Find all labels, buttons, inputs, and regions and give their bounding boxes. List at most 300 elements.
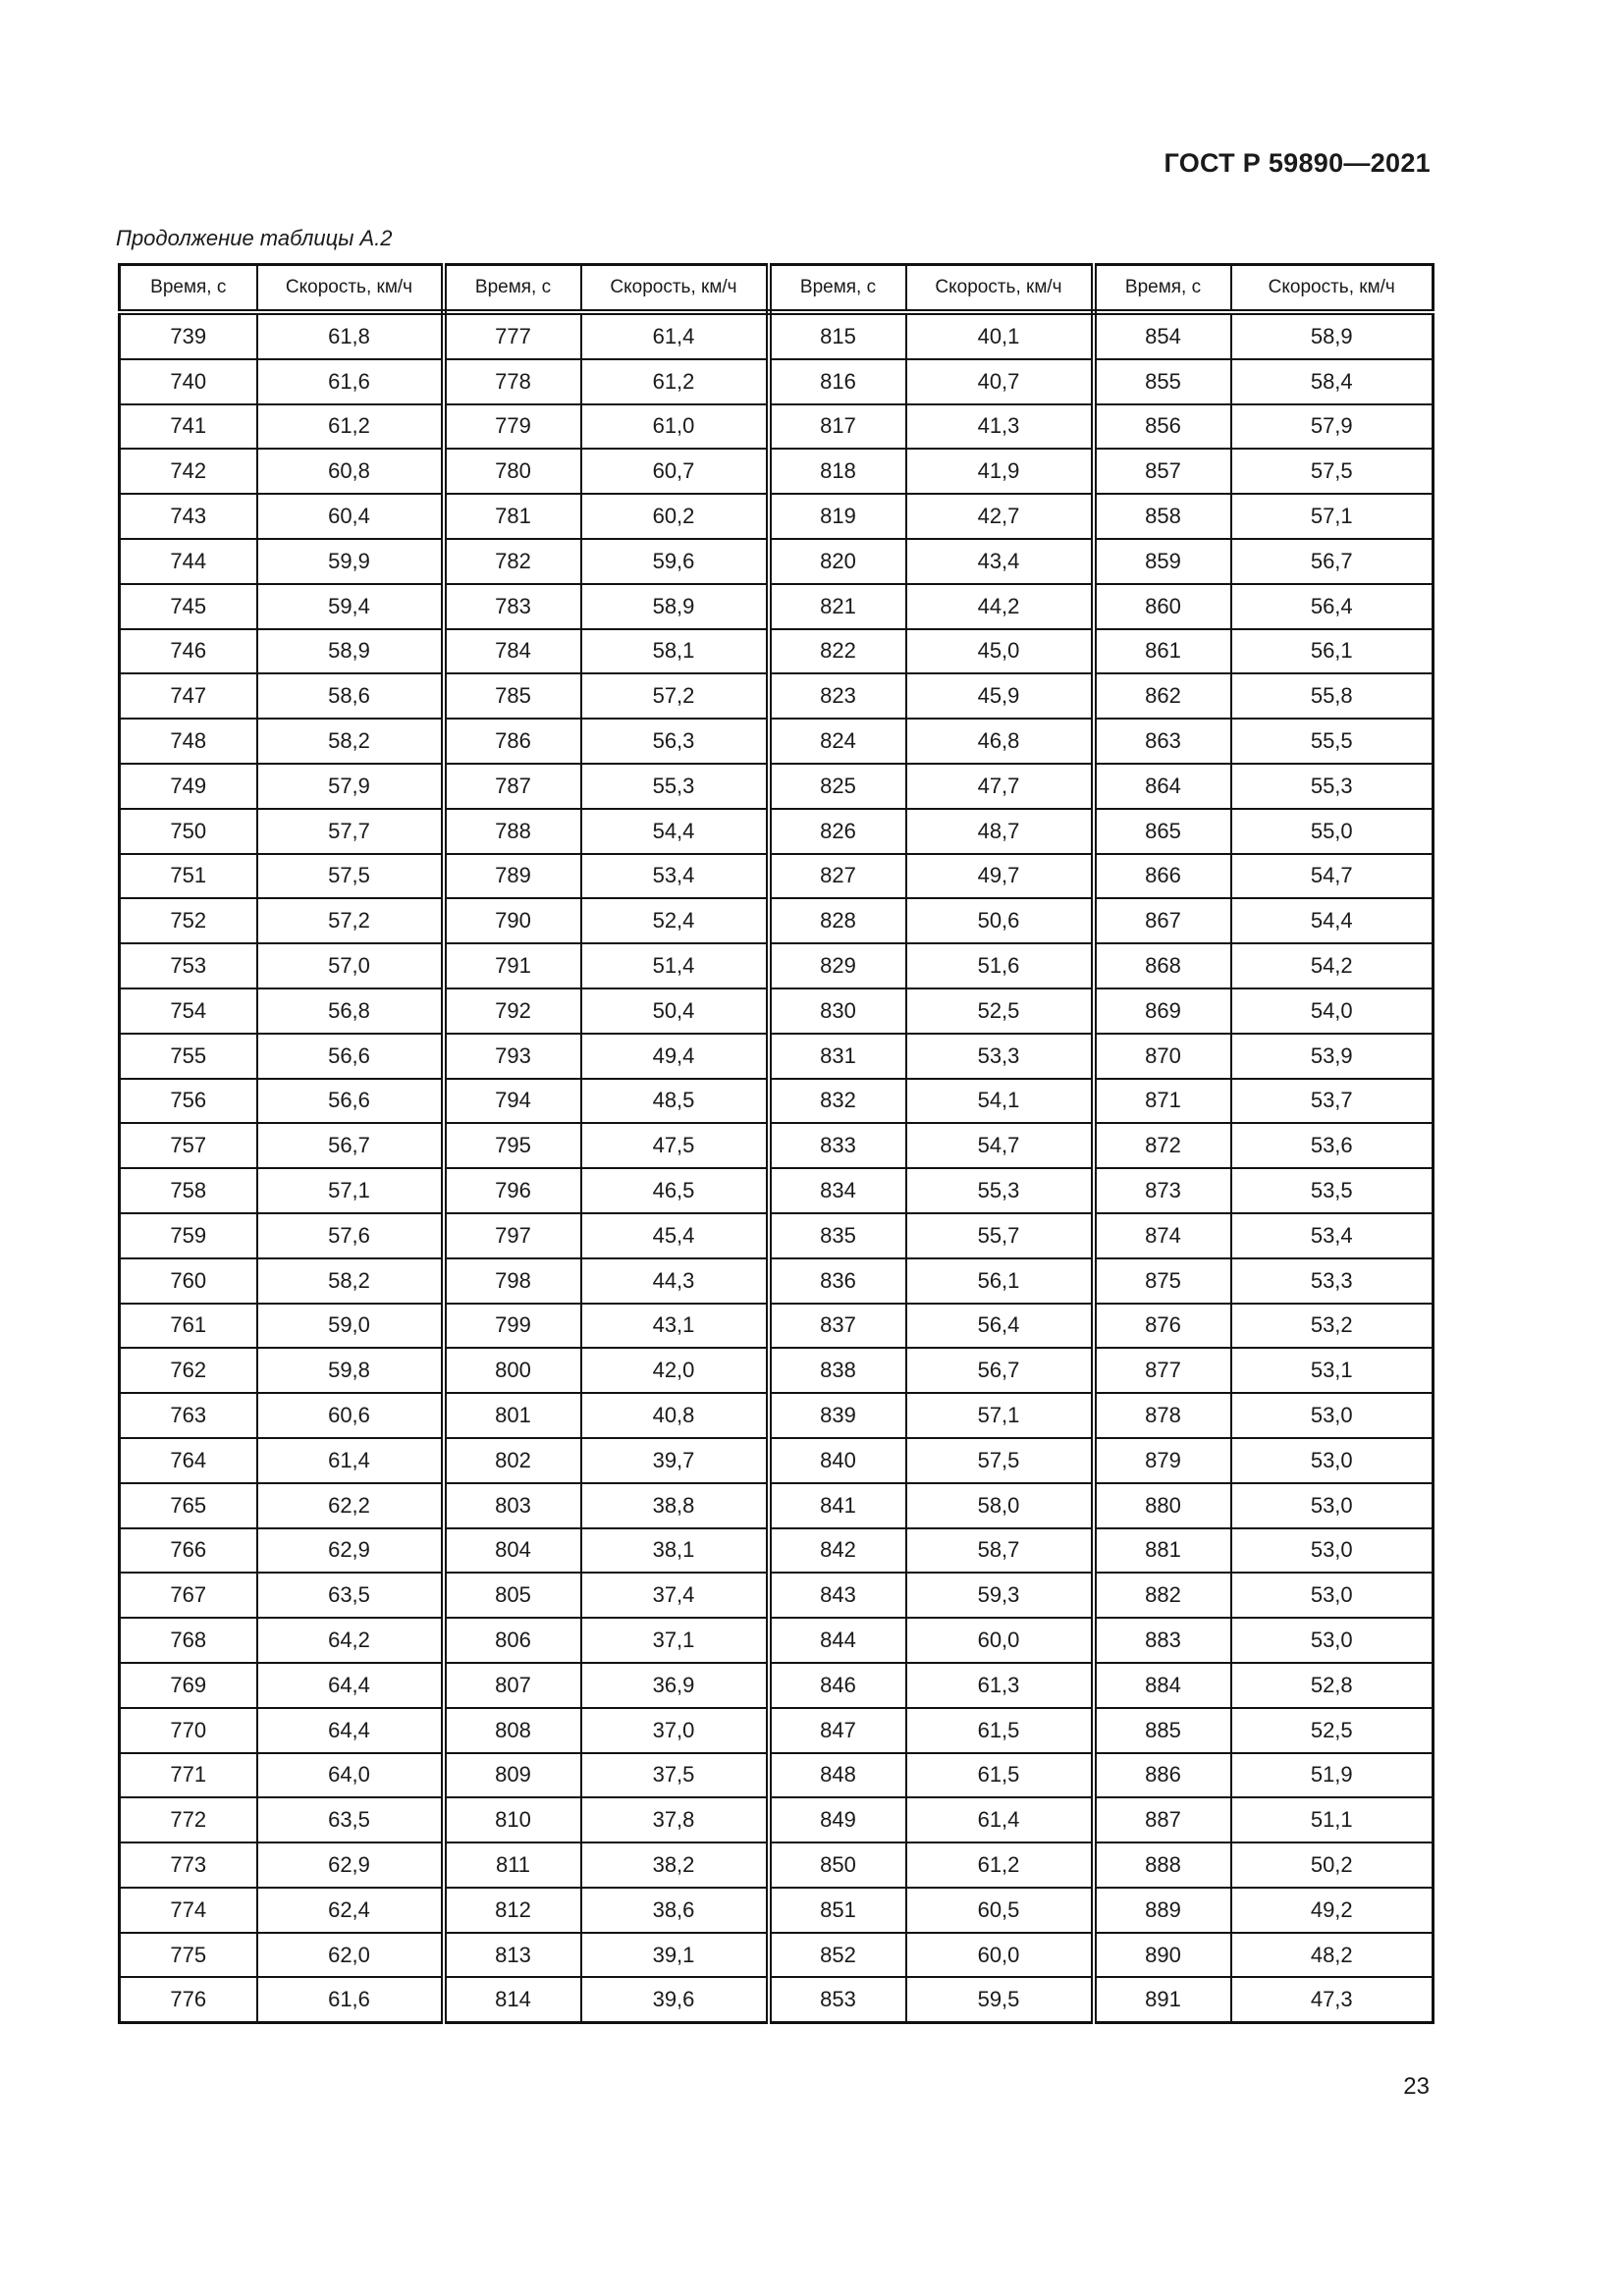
- speed-cell: 56,6: [257, 1079, 444, 1124]
- speed-cell: 39,7: [581, 1438, 769, 1483]
- speed-cell: 57,9: [1231, 404, 1434, 450]
- speed-cell: 60,6: [257, 1393, 444, 1438]
- speed-cell: 58,9: [1231, 312, 1434, 359]
- speed-cell: 47,5: [581, 1123, 769, 1168]
- speed-cell: 44,2: [906, 584, 1094, 629]
- speed-cell: 61,4: [581, 312, 769, 359]
- speed-cell: 56,1: [1231, 629, 1434, 674]
- table-row: [120, 1663, 1434, 1708]
- table-row: [120, 1708, 1434, 1753]
- speed-cell: 57,1: [1231, 494, 1434, 539]
- table-row: [120, 1213, 1434, 1258]
- time-cell: 821: [769, 584, 906, 629]
- time-cell: 869: [1094, 988, 1231, 1034]
- speed-cell: 46,5: [581, 1168, 769, 1213]
- time-cell: 780: [444, 449, 581, 494]
- time-cell: 882: [1094, 1573, 1231, 1618]
- table-row: [120, 854, 1434, 899]
- time-cell: 807: [444, 1663, 581, 1708]
- column-header-time: Время, с: [1094, 265, 1231, 313]
- time-cell: 769: [120, 1663, 257, 1708]
- speed-cell: 64,2: [257, 1618, 444, 1663]
- time-cell: 779: [444, 404, 581, 450]
- speed-cell: 56,7: [1231, 539, 1434, 584]
- table-row: [120, 1483, 1434, 1528]
- time-cell: 805: [444, 1573, 581, 1618]
- speed-cell: 53,5: [1231, 1168, 1434, 1213]
- speed-cell: 55,3: [581, 764, 769, 809]
- header-row: [120, 265, 1434, 313]
- speed-cell: 54,4: [581, 809, 769, 854]
- time-cell: 874: [1094, 1213, 1231, 1258]
- time-cell: 847: [769, 1708, 906, 1753]
- speed-cell: 53,0: [1231, 1483, 1434, 1528]
- column-header-time: Время, с: [120, 265, 257, 313]
- speed-cell: 53,0: [1231, 1393, 1434, 1438]
- speed-cell: 58,1: [581, 629, 769, 674]
- time-cell: 853: [769, 1977, 906, 2022]
- time-cell: 887: [1094, 1797, 1231, 1842]
- time-cell: 809: [444, 1753, 581, 1798]
- time-cell: 826: [769, 809, 906, 854]
- speed-cell: 61,5: [906, 1753, 1094, 1798]
- speed-cell: 45,0: [906, 629, 1094, 674]
- speed-cell: 58,2: [257, 1258, 444, 1304]
- time-cell: 808: [444, 1708, 581, 1753]
- table-row: [120, 1528, 1434, 1574]
- speed-cell: 38,1: [581, 1528, 769, 1574]
- time-cell: 768: [120, 1618, 257, 1663]
- table-row: [120, 1888, 1434, 1933]
- time-cell: 802: [444, 1438, 581, 1483]
- time-cell: 836: [769, 1258, 906, 1304]
- time-cell: 844: [769, 1618, 906, 1663]
- speed-cell: 55,3: [906, 1168, 1094, 1213]
- speed-cell: 45,4: [581, 1213, 769, 1258]
- time-cell: 833: [769, 1123, 906, 1168]
- time-cell: 873: [1094, 1168, 1231, 1213]
- speed-cell: 61,8: [257, 312, 444, 359]
- table-row: [120, 673, 1434, 719]
- speed-time-table: [118, 263, 1435, 2024]
- table-row: [120, 809, 1434, 854]
- speed-cell: 60,8: [257, 449, 444, 494]
- time-cell: 761: [120, 1304, 257, 1349]
- time-cell: 875: [1094, 1258, 1231, 1304]
- time-cell: 857: [1094, 449, 1231, 494]
- time-cell: 775: [120, 1933, 257, 1978]
- speed-cell: 59,8: [257, 1348, 444, 1393]
- document-code-header: ГОСТ Р 59890—2021: [1164, 148, 1431, 178]
- speed-cell: 48,2: [1231, 1933, 1434, 1978]
- table-row: [120, 943, 1434, 988]
- speed-cell: 49,2: [1231, 1888, 1434, 1933]
- time-cell: 834: [769, 1168, 906, 1213]
- speed-cell: 59,4: [257, 584, 444, 629]
- speed-cell: 61,6: [257, 1977, 444, 2022]
- time-cell: 777: [444, 312, 581, 359]
- time-cell: 766: [120, 1528, 257, 1574]
- time-cell: 870: [1094, 1034, 1231, 1079]
- speed-cell: 53,0: [1231, 1528, 1434, 1574]
- speed-cell: 53,0: [1231, 1618, 1434, 1663]
- time-cell: 841: [769, 1483, 906, 1528]
- speed-cell: 53,1: [1231, 1348, 1434, 1393]
- table-row: [120, 1753, 1434, 1798]
- speed-cell: 61,0: [581, 404, 769, 450]
- speed-cell: 41,3: [906, 404, 1094, 450]
- time-cell: 755: [120, 1034, 257, 1079]
- time-cell: 760: [120, 1258, 257, 1304]
- speed-cell: 36,9: [581, 1663, 769, 1708]
- time-cell: 762: [120, 1348, 257, 1393]
- speed-cell: 40,8: [581, 1393, 769, 1438]
- time-cell: 812: [444, 1888, 581, 1933]
- speed-cell: 63,5: [257, 1797, 444, 1842]
- time-cell: 756: [120, 1079, 257, 1124]
- table-row: [120, 629, 1434, 674]
- time-cell: 885: [1094, 1708, 1231, 1753]
- time-cell: 754: [120, 988, 257, 1034]
- time-cell: 778: [444, 359, 581, 404]
- time-cell: 879: [1094, 1438, 1231, 1483]
- time-cell: 806: [444, 1618, 581, 1663]
- speed-cell: 45,9: [906, 673, 1094, 719]
- speed-cell: 55,3: [1231, 764, 1434, 809]
- column-header-time: Время, с: [444, 265, 581, 313]
- speed-cell: 55,0: [1231, 809, 1434, 854]
- table-row: [120, 1618, 1434, 1663]
- time-cell: 793: [444, 1034, 581, 1079]
- speed-cell: 51,1: [1231, 1797, 1434, 1842]
- time-cell: 816: [769, 359, 906, 404]
- speed-cell: 54,0: [1231, 988, 1434, 1034]
- speed-cell: 55,8: [1231, 673, 1434, 719]
- time-cell: 876: [1094, 1304, 1231, 1349]
- speed-cell: 42,7: [906, 494, 1094, 539]
- speed-cell: 58,9: [257, 629, 444, 674]
- time-cell: 799: [444, 1304, 581, 1349]
- time-cell: 852: [769, 1933, 906, 1978]
- table-row: [120, 1438, 1434, 1483]
- time-cell: 790: [444, 898, 581, 943]
- time-cell: 792: [444, 988, 581, 1034]
- time-cell: 741: [120, 404, 257, 450]
- speed-cell: 57,2: [581, 673, 769, 719]
- speed-cell: 54,7: [1231, 854, 1434, 899]
- time-cell: 818: [769, 449, 906, 494]
- speed-cell: 37,4: [581, 1573, 769, 1618]
- time-cell: 772: [120, 1797, 257, 1842]
- speed-cell: 56,1: [906, 1258, 1094, 1304]
- speed-cell: 39,6: [581, 1977, 769, 2022]
- speed-cell: 62,2: [257, 1483, 444, 1528]
- time-cell: 820: [769, 539, 906, 584]
- time-cell: 813: [444, 1933, 581, 1978]
- table-body: [120, 312, 1434, 2023]
- speed-cell: 64,0: [257, 1753, 444, 1798]
- time-cell: 822: [769, 629, 906, 674]
- speed-cell: 57,1: [906, 1393, 1094, 1438]
- speed-cell: 49,4: [581, 1034, 769, 1079]
- speed-cell: 37,5: [581, 1753, 769, 1798]
- time-cell: 798: [444, 1258, 581, 1304]
- time-cell: 810: [444, 1797, 581, 1842]
- time-cell: 744: [120, 539, 257, 584]
- time-cell: 823: [769, 673, 906, 719]
- speed-cell: 60,2: [581, 494, 769, 539]
- speed-cell: 55,7: [906, 1213, 1094, 1258]
- table-row: [120, 449, 1434, 494]
- table-row: [120, 1168, 1434, 1213]
- column-header-time: Время, с: [769, 265, 906, 313]
- speed-cell: 38,6: [581, 1888, 769, 1933]
- speed-cell: 37,8: [581, 1797, 769, 1842]
- time-cell: 871: [1094, 1079, 1231, 1124]
- time-cell: 851: [769, 1888, 906, 1933]
- speed-cell: 63,5: [257, 1573, 444, 1618]
- speed-cell: 43,4: [906, 539, 1094, 584]
- speed-cell: 53,7: [1231, 1079, 1434, 1124]
- table-row: [120, 1977, 1434, 2022]
- speed-cell: 57,5: [1231, 449, 1434, 494]
- time-cell: 783: [444, 584, 581, 629]
- speed-cell: 61,4: [906, 1797, 1094, 1842]
- time-cell: 782: [444, 539, 581, 584]
- time-cell: 765: [120, 1483, 257, 1528]
- speed-cell: 58,0: [906, 1483, 1094, 1528]
- table-row: [120, 404, 1434, 450]
- speed-cell: 60,0: [906, 1933, 1094, 1978]
- column-header-speed: Скорость, км/ч: [906, 265, 1094, 313]
- time-cell: 864: [1094, 764, 1231, 809]
- time-cell: 745: [120, 584, 257, 629]
- speed-cell: 51,6: [906, 943, 1094, 988]
- table-row: [120, 584, 1434, 629]
- time-cell: 881: [1094, 1528, 1231, 1574]
- table-row: [120, 1573, 1434, 1618]
- time-cell: 751: [120, 854, 257, 899]
- speed-cell: 57,7: [257, 809, 444, 854]
- speed-cell: 57,2: [257, 898, 444, 943]
- time-cell: 861: [1094, 629, 1231, 674]
- time-cell: 767: [120, 1573, 257, 1618]
- speed-cell: 60,5: [906, 1888, 1094, 1933]
- speed-cell: 38,2: [581, 1842, 769, 1888]
- time-cell: 784: [444, 629, 581, 674]
- time-cell: 750: [120, 809, 257, 854]
- time-cell: 774: [120, 1888, 257, 1933]
- speed-cell: 60,7: [581, 449, 769, 494]
- time-cell: 829: [769, 943, 906, 988]
- time-cell: 748: [120, 719, 257, 764]
- time-cell: 843: [769, 1573, 906, 1618]
- table-row: [120, 1797, 1434, 1842]
- time-cell: 757: [120, 1123, 257, 1168]
- speed-cell: 44,3: [581, 1258, 769, 1304]
- time-cell: 776: [120, 1977, 257, 2022]
- time-cell: 837: [769, 1304, 906, 1349]
- time-cell: 759: [120, 1213, 257, 1258]
- time-cell: 842: [769, 1528, 906, 1574]
- speed-cell: 40,1: [906, 312, 1094, 359]
- speed-cell: 61,2: [257, 404, 444, 450]
- speed-cell: 47,7: [906, 764, 1094, 809]
- time-cell: 801: [444, 1393, 581, 1438]
- speed-cell: 56,3: [581, 719, 769, 764]
- column-header-speed: Скорость, км/ч: [1231, 265, 1434, 313]
- time-cell: 753: [120, 943, 257, 988]
- speed-cell: 56,8: [257, 988, 444, 1034]
- time-cell: 739: [120, 312, 257, 359]
- table-row: [120, 1842, 1434, 1888]
- table-row: [120, 1258, 1434, 1304]
- speed-cell: 38,8: [581, 1483, 769, 1528]
- table-row: [120, 539, 1434, 584]
- speed-cell: 50,2: [1231, 1842, 1434, 1888]
- speed-cell: 61,5: [906, 1708, 1094, 1753]
- speed-cell: 62,4: [257, 1888, 444, 1933]
- time-cell: 789: [444, 854, 581, 899]
- speed-cell: 62,0: [257, 1933, 444, 1978]
- table-caption: Продолжение таблицы А.2: [116, 226, 393, 250]
- time-cell: 740: [120, 359, 257, 404]
- speed-cell: 61,3: [906, 1663, 1094, 1708]
- speed-cell: 57,5: [906, 1438, 1094, 1483]
- time-cell: 866: [1094, 854, 1231, 899]
- table-row: [120, 359, 1434, 404]
- time-cell: 854: [1094, 312, 1231, 359]
- speed-cell: 51,9: [1231, 1753, 1434, 1798]
- speed-cell: 62,9: [257, 1842, 444, 1888]
- table-row: [120, 764, 1434, 809]
- speed-cell: 57,9: [257, 764, 444, 809]
- time-cell: 746: [120, 629, 257, 674]
- speed-cell: 53,4: [1231, 1213, 1434, 1258]
- time-cell: 770: [120, 1708, 257, 1753]
- speed-time-table-container: [118, 263, 1432, 2024]
- speed-cell: 53,6: [1231, 1123, 1434, 1168]
- speed-cell: 57,5: [257, 854, 444, 899]
- time-cell: 855: [1094, 359, 1231, 404]
- time-cell: 877: [1094, 1348, 1231, 1393]
- speed-cell: 56,7: [906, 1348, 1094, 1393]
- time-cell: 788: [444, 809, 581, 854]
- speed-cell: 46,8: [906, 719, 1094, 764]
- time-cell: 797: [444, 1213, 581, 1258]
- speed-cell: 53,4: [581, 854, 769, 899]
- time-cell: 872: [1094, 1123, 1231, 1168]
- time-cell: 828: [769, 898, 906, 943]
- time-cell: 827: [769, 854, 906, 899]
- time-cell: 773: [120, 1842, 257, 1888]
- speed-cell: 37,1: [581, 1618, 769, 1663]
- speed-cell: 53,3: [906, 1034, 1094, 1079]
- time-cell: 815: [769, 312, 906, 359]
- speed-cell: 59,3: [906, 1573, 1094, 1618]
- time-cell: 862: [1094, 673, 1231, 719]
- time-cell: 838: [769, 1348, 906, 1393]
- time-cell: 817: [769, 404, 906, 450]
- speed-cell: 58,7: [906, 1528, 1094, 1574]
- speed-cell: 52,5: [1231, 1708, 1434, 1753]
- speed-cell: 59,6: [581, 539, 769, 584]
- time-cell: 860: [1094, 584, 1231, 629]
- speed-cell: 42,0: [581, 1348, 769, 1393]
- time-cell: 804: [444, 1528, 581, 1574]
- time-cell: 781: [444, 494, 581, 539]
- speed-cell: 52,8: [1231, 1663, 1434, 1708]
- time-cell: 811: [444, 1842, 581, 1888]
- table-row: [120, 1933, 1434, 1978]
- time-cell: 742: [120, 449, 257, 494]
- speed-cell: 53,0: [1231, 1573, 1434, 1618]
- time-cell: 819: [769, 494, 906, 539]
- table-row: [120, 1304, 1434, 1349]
- time-cell: 856: [1094, 404, 1231, 450]
- speed-cell: 53,9: [1231, 1034, 1434, 1079]
- speed-cell: 61,2: [581, 359, 769, 404]
- time-cell: 791: [444, 943, 581, 988]
- time-cell: 848: [769, 1753, 906, 1798]
- time-cell: 803: [444, 1483, 581, 1528]
- time-cell: 831: [769, 1034, 906, 1079]
- speed-cell: 40,7: [906, 359, 1094, 404]
- time-cell: 771: [120, 1753, 257, 1798]
- time-cell: 796: [444, 1168, 581, 1213]
- speed-cell: 47,3: [1231, 1977, 1434, 2022]
- time-cell: 795: [444, 1123, 581, 1168]
- speed-cell: 54,4: [1231, 898, 1434, 943]
- speed-cell: 54,1: [906, 1079, 1094, 1124]
- table-row: [120, 1123, 1434, 1168]
- time-cell: 787: [444, 764, 581, 809]
- table-row: [120, 1393, 1434, 1438]
- time-cell: 849: [769, 1797, 906, 1842]
- time-cell: 878: [1094, 1393, 1231, 1438]
- time-cell: 865: [1094, 809, 1231, 854]
- speed-cell: 58,2: [257, 719, 444, 764]
- speed-cell: 57,6: [257, 1213, 444, 1258]
- time-cell: 786: [444, 719, 581, 764]
- time-cell: 747: [120, 673, 257, 719]
- speed-cell: 48,7: [906, 809, 1094, 854]
- time-cell: 846: [769, 1663, 906, 1708]
- speed-cell: 61,2: [906, 1842, 1094, 1888]
- time-cell: 883: [1094, 1618, 1231, 1663]
- speed-cell: 58,6: [257, 673, 444, 719]
- speed-cell: 43,1: [581, 1304, 769, 1349]
- time-cell: 858: [1094, 494, 1231, 539]
- speed-cell: 59,5: [906, 1977, 1094, 2022]
- speed-cell: 48,5: [581, 1079, 769, 1124]
- time-cell: 868: [1094, 943, 1231, 988]
- time-cell: 890: [1094, 1933, 1231, 1978]
- time-cell: 832: [769, 1079, 906, 1124]
- speed-cell: 53,3: [1231, 1258, 1434, 1304]
- speed-cell: 50,4: [581, 988, 769, 1034]
- time-cell: 880: [1094, 1483, 1231, 1528]
- speed-cell: 55,5: [1231, 719, 1434, 764]
- time-cell: 840: [769, 1438, 906, 1483]
- table-row: [120, 1079, 1434, 1124]
- speed-cell: 53,2: [1231, 1304, 1434, 1349]
- speed-cell: 52,5: [906, 988, 1094, 1034]
- time-cell: 888: [1094, 1842, 1231, 1888]
- time-cell: 886: [1094, 1753, 1231, 1798]
- speed-cell: 39,1: [581, 1933, 769, 1978]
- speed-cell: 53,0: [1231, 1438, 1434, 1483]
